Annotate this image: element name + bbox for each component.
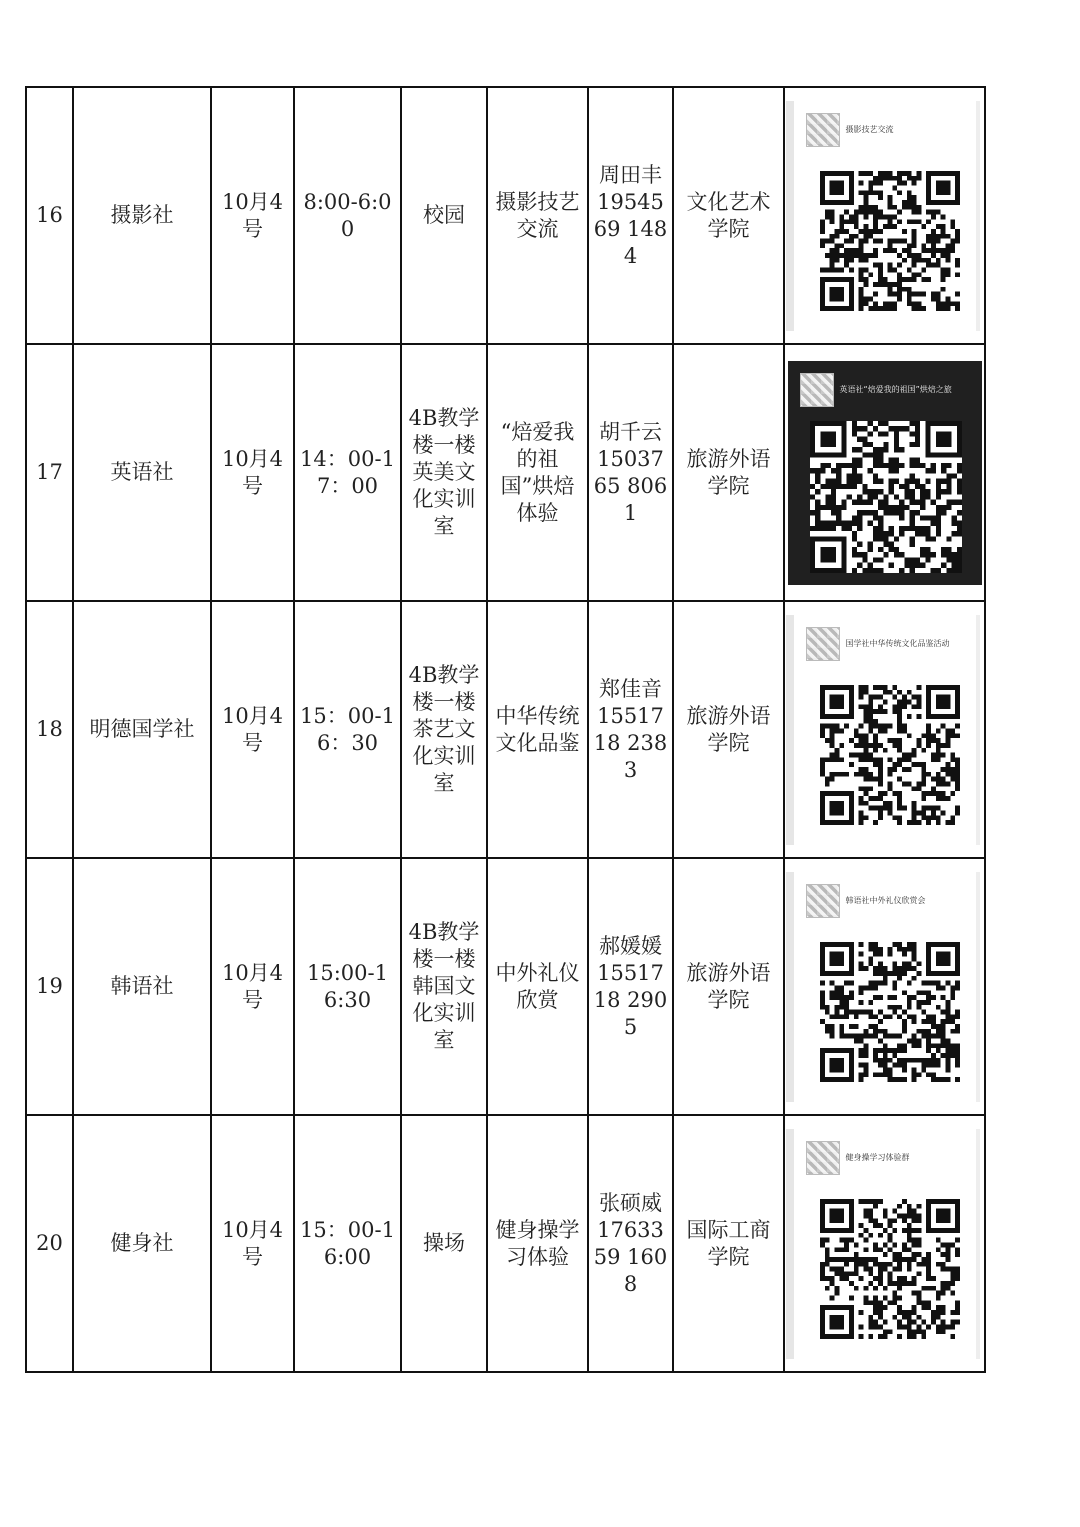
qr-header — [806, 627, 970, 661]
qr-group-title: 健身操学习体验群 — [845, 1152, 910, 1162]
activity-name: 摄影技艺交流 — [487, 87, 588, 344]
table-row — [26, 601, 985, 858]
contact-info: 张硕威1763359 1608 — [588, 1115, 673, 1372]
table-row — [26, 344, 985, 601]
qr-header — [806, 1141, 970, 1175]
college-name: 旅游外语学院 — [673, 344, 784, 601]
club-name: 韩语社 — [73, 858, 211, 1115]
qr-wrapper — [785, 859, 984, 1114]
group-avatar — [800, 373, 834, 407]
table-row — [26, 858, 985, 1115]
activity-name: 中外礼仪欣赏 — [487, 858, 588, 1115]
group-avatar — [806, 884, 840, 918]
group-avatar — [806, 113, 840, 147]
qr-code-icon — [820, 171, 960, 311]
activity-place: 4B教学楼一楼英美文化实训室 — [401, 344, 487, 601]
activity-place: 校园 — [401, 87, 487, 344]
qr-group-title: 国学社中华传统文化品鉴活动 — [845, 638, 950, 648]
activity-time: 15:00-16:30 — [294, 858, 401, 1115]
college-name: 文化艺术学院 — [673, 87, 784, 344]
qr-header — [806, 884, 970, 918]
qr-group-title: 摄影技艺交流 — [845, 124, 894, 134]
contact-info: 胡千云1503765 8061 — [588, 344, 673, 601]
college-name: 旅游外语学院 — [673, 601, 784, 858]
group-qr-card[interactable] — [788, 361, 982, 585]
activity-date: 10月4号 — [211, 601, 294, 858]
activity-place: 操场 — [401, 1115, 487, 1372]
qr-code-icon — [820, 942, 960, 1082]
activity-time: 15：00-16:00 — [294, 1115, 401, 1372]
club-name: 摄影社 — [73, 87, 211, 344]
row-number: 18 — [26, 601, 73, 858]
qr-wrapper — [785, 1116, 984, 1371]
qr-code-cell — [784, 601, 985, 858]
contact-info: 郑佳音1551718 2383 — [588, 601, 673, 858]
qr-code-cell — [784, 1115, 985, 1372]
qr-code-icon — [820, 1199, 960, 1339]
activity-place: 4B教学楼一楼茶艺文化实训室 — [401, 601, 487, 858]
activity-time: 8:00-6:00 — [294, 87, 401, 344]
group-qr-card[interactable] — [794, 872, 976, 1102]
activity-date: 10月4号 — [211, 344, 294, 601]
club-name: 明德国学社 — [73, 601, 211, 858]
college-name: 旅游外语学院 — [673, 858, 784, 1115]
row-number: 19 — [26, 858, 73, 1115]
qr-header — [800, 373, 976, 407]
college-name: 国际工商学院 — [673, 1115, 784, 1372]
activity-date: 10月4号 — [211, 858, 294, 1115]
group-avatar — [806, 1141, 840, 1175]
contact-info: 周田丰1954569 1484 — [588, 87, 673, 344]
row-number: 20 — [26, 1115, 73, 1372]
club-name: 英语社 — [73, 344, 211, 601]
table-body — [26, 87, 985, 1372]
qr-header — [806, 113, 970, 147]
contact-info: 郝媛媛1551718 2905 — [588, 858, 673, 1115]
qr-code-icon — [820, 685, 960, 825]
row-number: 16 — [26, 87, 73, 344]
qr-wrapper — [785, 345, 984, 600]
group-qr-card[interactable] — [794, 1129, 976, 1359]
row-number: 17 — [26, 344, 73, 601]
activity-time: 14：00-17：00 — [294, 344, 401, 601]
group-avatar — [806, 627, 840, 661]
club-name: 健身社 — [73, 1115, 211, 1372]
qr-code-cell — [784, 858, 985, 1115]
activity-schedule-table — [25, 86, 986, 1373]
qr-group-title: 韩语社中外礼仪欣赏会 — [845, 895, 926, 905]
table-row — [26, 87, 985, 344]
qr-code-cell — [784, 344, 985, 601]
activity-place: 4B教学楼一楼韩国文化实训室 — [401, 858, 487, 1115]
qr-wrapper — [785, 88, 984, 343]
activity-name: 中华传统文化品鉴 — [487, 601, 588, 858]
qr-wrapper — [785, 602, 984, 857]
group-qr-card[interactable] — [794, 101, 976, 331]
qr-code-cell — [784, 87, 985, 344]
table-row — [26, 1115, 985, 1372]
activity-name: 健身操学习体验 — [487, 1115, 588, 1372]
qr-code-icon — [810, 421, 962, 573]
group-qr-card[interactable] — [794, 615, 976, 845]
activity-name: “焙爱我的祖国”烘焙体验 — [487, 344, 588, 601]
qr-group-title: 英语社“焙爱我的祖国”烘焙之旅 — [839, 384, 952, 394]
activity-date: 10月4号 — [211, 1115, 294, 1372]
activity-time: 15：00-16：30 — [294, 601, 401, 858]
activity-date: 10月4号 — [211, 87, 294, 344]
